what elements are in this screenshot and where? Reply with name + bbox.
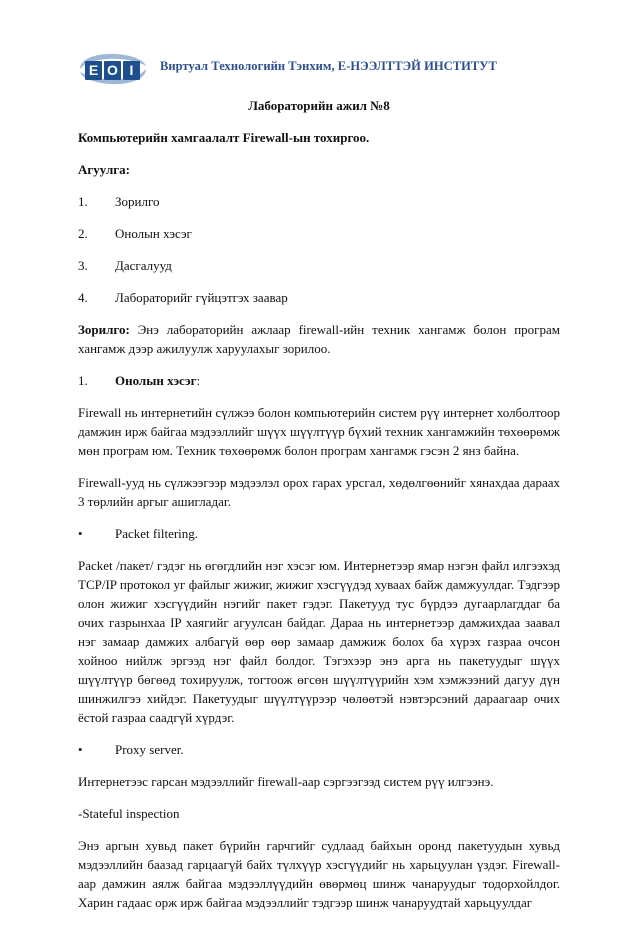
theory-paragraph-1: Firewall нь интернетийн сүлжээ болон компьютерийн систем рүү интернет холболтоор дамжин ирж байгаа мэдээллийг шүүх шүүлтүүр бүхий техник хангамжийн төхөөрөмж мөн програм юм. Техник төхөөрөмж болон програм хангамж гэсэн 2 янз байна. (78, 405, 560, 458)
contents-item-number: 4. (78, 290, 88, 305)
contents-item-text: Онолын хэсэг (115, 226, 192, 241)
document-subtitle: Компьютерийн хамгаалалт Firewall-ын тохиргоо. (78, 130, 370, 145)
proxy-paragraph: Интернетээс гарсан мэдээллийг firewall-аар сэргээгээд систем рүү илгээнэ. (78, 774, 494, 789)
contents-item-text: Лабораторийг гүйцэтгэх заавар (115, 290, 288, 305)
eoi-logo (78, 52, 148, 84)
contents-item-number: 1. (78, 194, 88, 209)
stateful-paragraph: Энэ аргын хувьд пакет бүрийн гарчгийг судлаад байхын оронд пакетуудын хувьд мэдээллийн баазад гарцаагүй байх түлхүүр хэсгүүдийг нь харьцуулан үздэг. Firewall-аар дамжин аялж байгаа мэдээллүүдийн өвөрмөц шинж чанаруудыг тодорхойлдог. Харин гадаас орж ирж байгаа мэдээллийг тэдгээр шинж чанаруудтай харьцуулдаг (78, 838, 560, 910)
section-heading (78, 371, 560, 390)
contents-item-number: 3. (78, 258, 88, 273)
logo-letter-i: I (123, 61, 140, 80)
logo-letter-o: O (104, 61, 121, 80)
section-number: 1. (78, 373, 88, 388)
contents-item (78, 256, 560, 275)
contents-item-text: Дасгалууд (115, 258, 172, 273)
packet-paragraph: Packet /пакет/ гэдэг нь өгөгдлийн нэг хэсэг юм. Интернетээр ямар нэгэн файл илгээхэд TCP/IP протокол уг файлыг жижиг, жижиг хэсгүүдэд хуваах байж дамжуулдаг. Тэдгээр олон жижиг хэсгүүдийн нэгийг пакет гэдэг. Пакетууд тус бүрдээ дугаарлагддаг ба очих газрынхаа IP хаягийг агуулсан байдаг. Дараа нь интернетээр дамжихдаа заавал нэг замаар дамжих албагүй өөр өөр замаар дамжиж болох ба хүрэх газраа очсон хойноо нийлж эргээд нэг файл болдог. Тэгэхээр энэ арга нь пакетуудыг шүүх шүүлтүүр бөгөөд тохируулж, тогтоож өгсөн шүүлтүүрийн хэм хэмжээний дагуу дүн шинжилгээ хийдэг. Пакетуудыг шүүлтүүрээр чөлөөтэй нэвтэрсэний дараагаар очих ёстой газраа саадгүй хүрдэг. (78, 558, 560, 725)
bullet-text: Proxy server. (115, 742, 184, 757)
contents-item-text: Зорилго (115, 194, 160, 209)
contents-item (78, 288, 560, 307)
logo-letter-e: E (85, 61, 102, 80)
section-title-wrap (115, 371, 560, 390)
section-title: Онолын хэсэг (115, 373, 197, 388)
bullet-text: Packet filtering. (115, 526, 199, 541)
page-header (78, 48, 558, 88)
bullet-item (78, 740, 560, 759)
stateful-heading: -Stateful inspection (78, 806, 180, 821)
contents-item-number: 2. (78, 226, 88, 241)
bullet-mark: • (78, 526, 83, 541)
bullet-mark: • (78, 742, 83, 757)
section-title-colon: : (196, 373, 201, 388)
goal-label: Зорилго: (78, 322, 130, 337)
document-title: Лабораторийн ажил №8 (248, 98, 390, 113)
contents-item (78, 224, 560, 243)
goal-paragraph (78, 320, 560, 358)
logo-letters (85, 61, 140, 80)
contents-heading: Агуулга: (78, 162, 130, 177)
theory-paragraph-2: Firewall-ууд нь сүлжээгээр мэдээлэл орох гарах урсгал, хөдөлгөөнийг хянахдаа дараах 3 төрлийн аргыг ашигладаг. (78, 475, 560, 509)
bullet-item (78, 524, 560, 543)
document-body (78, 96, 560, 925)
contents-item (78, 192, 560, 211)
header-title: Виртуал Технологийн Тэнхим, Е-НЭЭЛТТЭЙ ИНСТИТУТ (160, 59, 497, 73)
goal-text: Энэ лабораторийн ажлаар firewall-ийн техник хангамж болон програм хангамж дээр ажилуулж харуулахыг зорилоо. (78, 322, 560, 356)
